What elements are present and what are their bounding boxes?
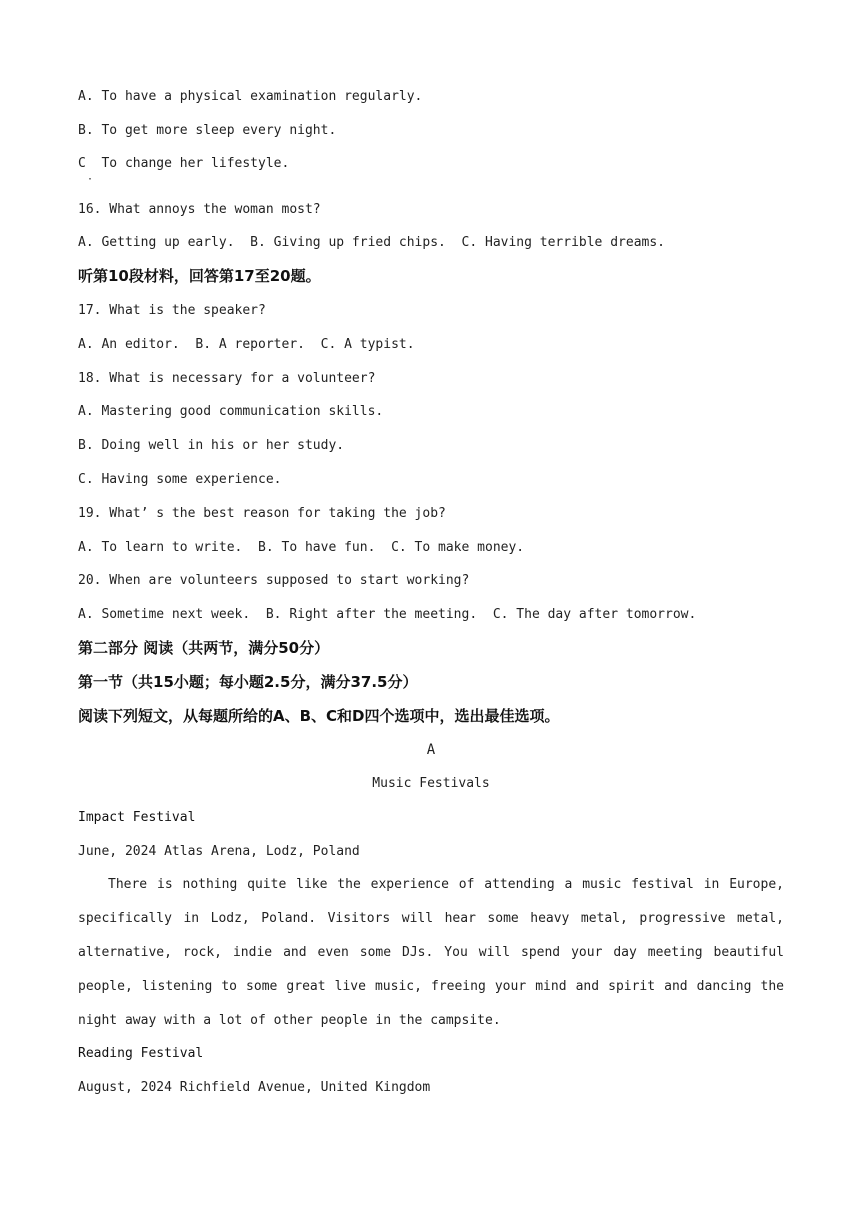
section1-heading: 第一节（共15小题；每小题2.5分，满分37.5分） xyxy=(78,673,418,691)
q18-option-b: B. Doing well in his or her study. xyxy=(78,438,345,453)
passage-title: Music Festivals xyxy=(372,776,490,791)
q16-options: A. Getting up early. B. Giving up fried chips. C. Having terrible dreams. xyxy=(78,235,665,250)
impact-festival-info: June, 2024 Atlas Arena, Lodz, Poland xyxy=(78,844,360,859)
part2-heading: 第二部分 阅读（共两节，满分50分） xyxy=(78,639,330,657)
stray-dot: · xyxy=(87,174,94,185)
q15-option-c: C To change her lifestyle. xyxy=(78,156,290,171)
q20-question: 20. When are volunteers supposed to start working? xyxy=(78,573,470,588)
section10-heading: 听第10段材料，回答第17至20题。 xyxy=(78,267,321,285)
q17-options: A. An editor. B. A reporter. C. A typist. xyxy=(78,337,415,352)
passage-letter: A xyxy=(426,742,436,758)
impact-festival-title: Impact Festival xyxy=(78,810,196,825)
q18-option-c: C. Having some experience. xyxy=(78,472,282,487)
q20-options: A. Sometime next week. B. Right after the meeting. C. The day after tomorrow. xyxy=(78,607,697,622)
q18-question: 18. What is necessary for a volunteer? xyxy=(78,371,376,386)
reading-festival-info: August, 2024 Richfield Avenue, United Kingdom xyxy=(78,1080,431,1095)
q15-option-b: B. To get more sleep every night. xyxy=(78,123,337,138)
q18-option-a: A. Mastering good communication skills. xyxy=(78,404,384,419)
instructions: 阅读下列短文，从每题所给的A、B、C和D四个选项中，选出最佳选项。 xyxy=(78,707,560,725)
impact-festival-body: There is nothing quite like the experience of attending a music festival in Europe, specifically in Lodz, Poland. Visitors will hear some heavy metal, progressive metal, alternative, rock, indie and even some DJs. You will spend your day meeting beautiful people, listening to some great live music, freeing your mind and spirit and dancing the night away with a lot of other people in the campsite. xyxy=(78,877,784,1028)
q16-question: 16. What annoys the woman most? xyxy=(78,202,321,217)
q15-option-a: A. To have a physical examination regularly. xyxy=(78,89,423,104)
q19-question: 19. What’ s the best reason for taking the job? xyxy=(78,506,446,521)
q19-options: A. To learn to write. B. To have fun. C. To make money. xyxy=(78,540,525,555)
q17-question: 17. What is the speaker? xyxy=(78,303,266,318)
reading-festival-title: Reading Festival xyxy=(78,1046,204,1061)
